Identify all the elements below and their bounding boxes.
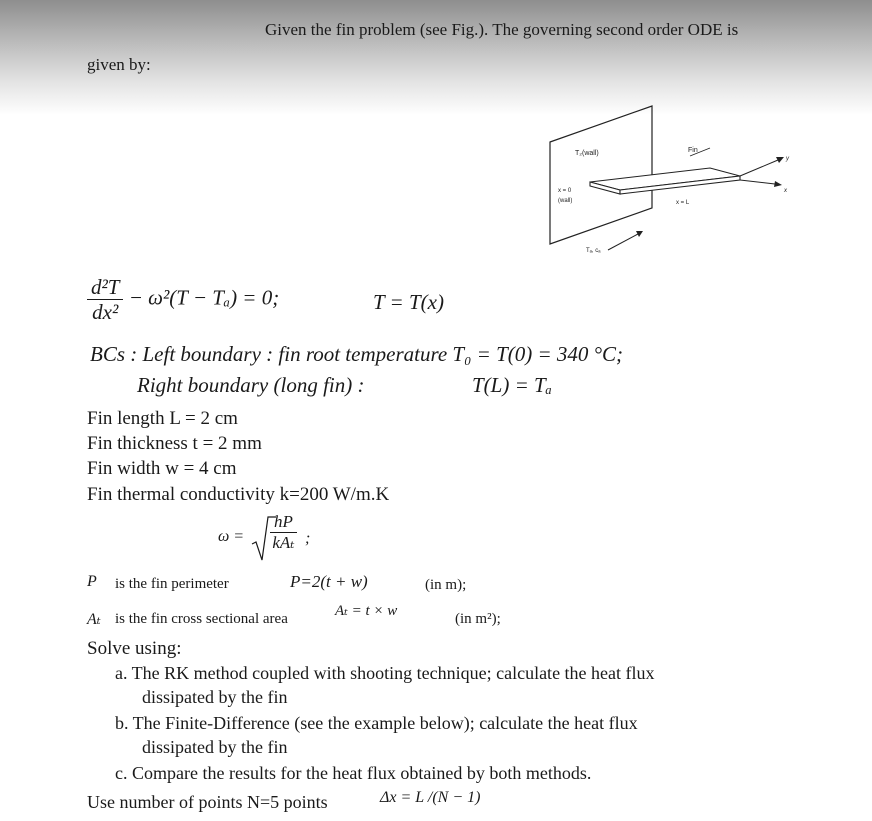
- area-symbol: Aₜ: [87, 611, 101, 628]
- label-x0: x = 0: [558, 188, 572, 194]
- perimeter-unit: (in m);: [425, 577, 467, 593]
- param-width: Fin width w = 4 cm: [87, 458, 237, 479]
- item-c: c. Compare the results for the heat flux obtained by both methods.: [115, 763, 592, 783]
- label-wall-temp: T₂(wall): [575, 150, 599, 157]
- param-conductivity: Fin thermal conductivity k=200 W/m.K: [87, 484, 390, 505]
- label-xL: x = L: [676, 200, 690, 206]
- omega-numerator: hP: [270, 512, 297, 533]
- perimeter-desc: is the fin perimeter: [115, 576, 229, 592]
- area-formula: Aₜ = t × w: [335, 603, 398, 619]
- perimeter-formula: P=2(t + w): [290, 572, 368, 591]
- item-b-line2: dissipated by the fin: [142, 737, 288, 757]
- points-text: Use number of points N=5 points: [87, 792, 328, 812]
- bc-right-value: T(L) = Tₐ: [472, 373, 552, 397]
- x-arrow-icon: [774, 181, 782, 187]
- solve-heading: Solve using:: [87, 638, 182, 659]
- intro-line-2: given by:: [87, 55, 151, 74]
- perimeter-symbol: P: [87, 573, 97, 590]
- equation-rest: − ω²(T − Tₐ) = 0;: [128, 285, 280, 310]
- label-wall: (wall): [558, 198, 573, 204]
- fin-diagram: [540, 100, 840, 260]
- omega-fraction: [270, 512, 297, 553]
- wall-shape: [550, 106, 652, 244]
- item-a-line2: dissipated by the fin: [142, 687, 288, 707]
- label-ambient: Tₐ, cₐ: [586, 248, 601, 254]
- item-b-line1: b. The Finite-Difference (see the example below); calculate the heat flux: [115, 713, 638, 733]
- intro-line-1: Given the fin problem (see Fig.). The governing second order ODE is: [265, 20, 739, 39]
- t-definition: T = T(x): [373, 290, 444, 314]
- bc-right-label: Right boundary (long fin) :: [137, 373, 365, 397]
- label-x: x: [784, 188, 787, 194]
- label-fin: Fin: [688, 147, 698, 154]
- omega-lhs: ω =: [218, 528, 245, 545]
- bc-left: BCs : Left boundary : fin root temperature T₀ = T(0) = 340 °C;: [90, 342, 624, 366]
- omega-frac: [270, 512, 297, 553]
- frac-numerator: d²T: [87, 275, 123, 300]
- label-y: y: [786, 156, 789, 162]
- second-derivative-fraction: [87, 275, 123, 324]
- frac-denominator: dx²: [92, 300, 119, 324]
- param-length: Fin length L = 2 cm: [87, 408, 238, 429]
- y-axis-line: [740, 160, 778, 176]
- dx-formula: Δx = L /(N − 1): [380, 789, 481, 806]
- item-a-line1: a. The RK method coupled with shooting technique; calculate the heat flux: [115, 663, 655, 683]
- ambient-arrow-line: [608, 234, 638, 250]
- omega-tail: ;: [305, 530, 311, 547]
- param-thickness: Fin thickness t = 2 mm: [87, 433, 262, 454]
- area-unit: (in m²);: [455, 611, 501, 627]
- area-desc: is the fin cross sectional area: [115, 611, 288, 627]
- x-axis-line: [740, 180, 775, 184]
- omega-denominator: kAₜ: [272, 533, 295, 552]
- governing-equation: [87, 275, 279, 324]
